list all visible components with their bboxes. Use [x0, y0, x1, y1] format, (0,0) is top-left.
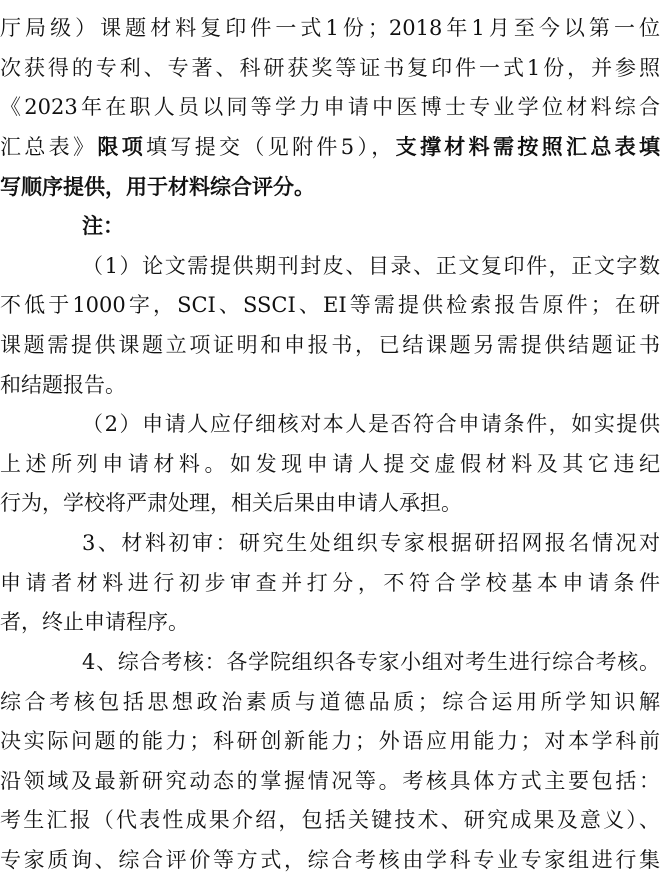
note-heading: 注： — [82, 213, 124, 239]
section-3-line-2: 申请者材料进行初步审查并打分，不符合学校基本申请条件 — [0, 570, 660, 595]
paragraph-1-line-2: 次获得的专利、专著、科研获奖等证书复印件一式1份，并参照 — [0, 55, 660, 80]
note-1-line-3: 课题需提供课题立项证明和申报书，已结课题另需提供结题证书 — [0, 333, 660, 357]
note-2-line-1: （2）申请人应仔细核对本人是否符合申请条件，如实提供 — [82, 412, 660, 437]
paragraph-1-line-4 — [0, 127, 660, 167]
paragraph-1-line-5: 写顺序提供，用于材料综合评分。 — [0, 173, 315, 199]
section-4-line-2: 综合考核包括思想政治素质与道德品质；综合运用所学知识解 — [0, 689, 660, 714]
paragraph-1-line-1: 厅局级）课题材料复印件一式1份；2018年1月至今以第一位 — [0, 16, 660, 40]
section-3-line-1: 3、材料初审：研究生处组织专家根据研招网报名情况对 — [82, 531, 660, 555]
section-3-line-3: 者，终止申请程序。 — [0, 610, 189, 635]
paragraph-1-line-3: 《2023年在职人员以同等学力申请中医博士专业学位材料综合 — [0, 95, 660, 120]
section-4-line-6: 专家质询、综合评价等方式，综合考核由学科专业专家组进行集 — [0, 848, 660, 872]
limited-items-emphasis: 限项 — [97, 133, 147, 159]
summary-table-title-end: 汇总表》 — [0, 134, 98, 159]
section-4-line-5: 考生汇报（代表性成果介绍，包括关键技术、研究成果及意义）、 — [0, 808, 660, 833]
note-1-line-4: 和结题报告。 — [0, 372, 126, 397]
note-2-line-2: 上述所列申请材料。如发现申请人提交虚假材料及其它违纪 — [0, 451, 660, 476]
order-requirement-emphasis: 支撑材料需按照汇总表填 — [395, 133, 660, 159]
fill-in-instruction: 填写提交（见附件5）， — [146, 134, 396, 159]
section-4-line-1: 4、综合考核：各学院组织各专家小组对考生进行综合考核。 — [82, 649, 660, 674]
section-4-line-3: 决实际问题的能力；科研创新能力；外语应用能力；对本学科前 — [0, 729, 660, 754]
section-4-line-4: 沿领域及最新研究动态的掌握情况等。考核具体方式主要包括： — [0, 768, 660, 793]
note-1-line-1: （1）论文需提供期刊封皮、目录、正文复印件，正文字数 — [82, 253, 660, 278]
note-2-line-3: 行为，学校将严肃处理，相关后果由申请人承担。 — [0, 491, 462, 516]
note-1-line-2: 不低于1000字，SCI、SSCI、EI等需提供检索报告原件；在研 — [0, 293, 660, 318]
